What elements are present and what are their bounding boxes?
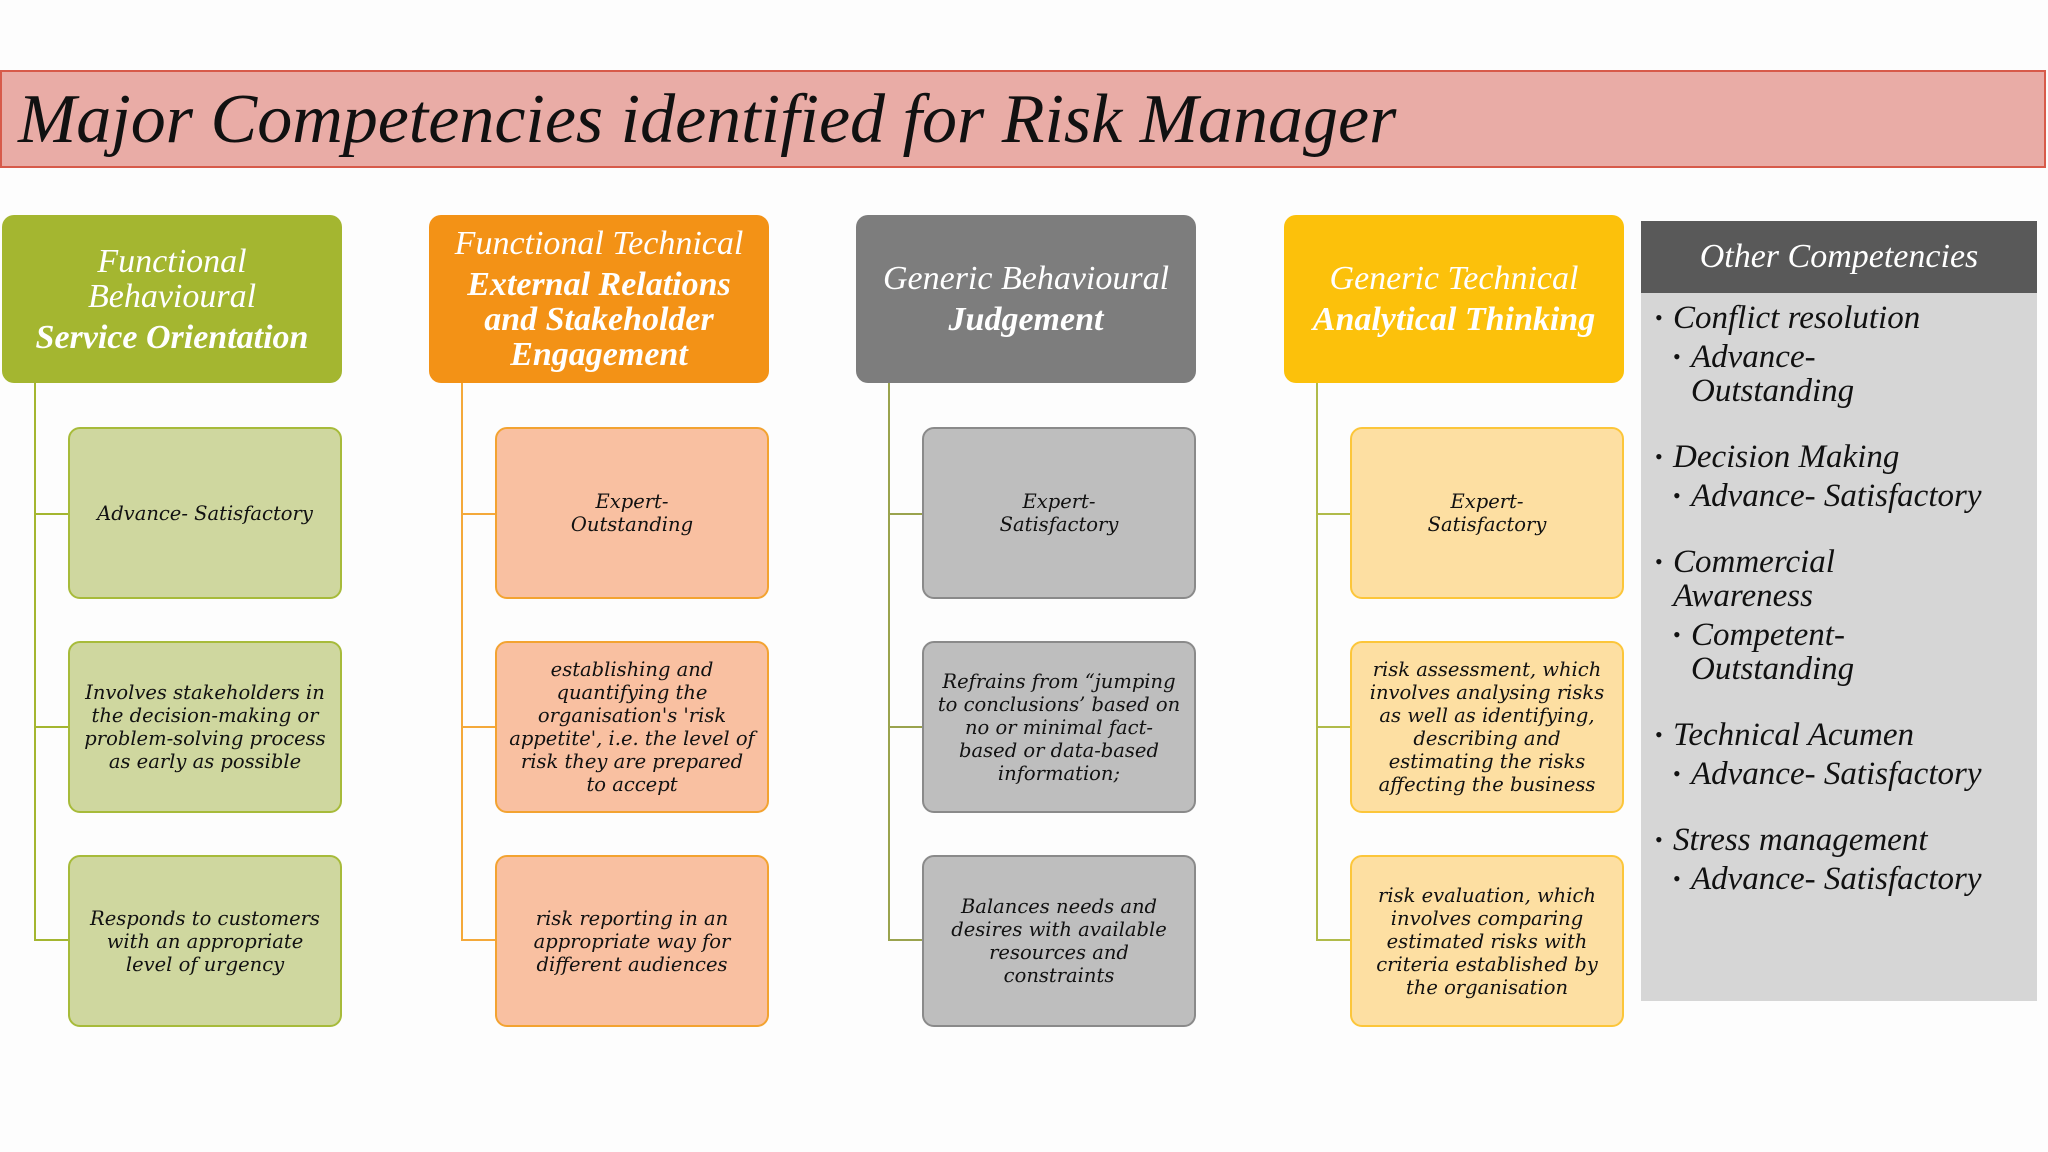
competency-level: Advance- Satisfactory (1691, 478, 1982, 514)
category-label: Generic Behavioural (882, 260, 1170, 297)
competency-level: Competent- Outstanding (1691, 617, 1855, 687)
detail-box: Balances needs and desires with available resources and constraints (922, 855, 1196, 1027)
list-item (1655, 545, 2035, 686)
other-competencies-list (1655, 301, 2035, 928)
branch-line (888, 513, 922, 515)
detail-box: establishing and quantifying the organisation's 'risk appetite', i.e. the level of risk they are prepared to accept (495, 641, 769, 813)
detail-box: Refrains from “jumping to conclusions’ based on no or minimal fact-based or data-based information; (922, 641, 1196, 813)
detail-box: Advance- Satisfactory (68, 427, 342, 599)
detail-box: Responds to customers with an appropriate level of urgency (68, 855, 342, 1027)
detail-box: Involves stakeholders in the decision-making or problem-solving process as early as possible (68, 641, 342, 813)
branch-line (888, 726, 922, 728)
column-header (856, 215, 1196, 383)
bullet-icon: • (1673, 483, 1681, 508)
detail-box: risk reporting in an appropriate way for different audiences (495, 855, 769, 1027)
branch-line (461, 939, 495, 941)
competency-level: Advance- Satisfactory (1691, 756, 1982, 792)
list-item (1655, 440, 2035, 513)
branch-line (461, 726, 495, 728)
competency-name: Decision Making (1673, 439, 1900, 475)
connector-line (34, 383, 36, 940)
competency-label: Service Orientation (35, 318, 309, 356)
column-header (1284, 215, 1624, 383)
bullet-icon: • (1655, 305, 1663, 330)
category-label: Generic Technical (1329, 260, 1579, 297)
list-item (1655, 718, 2035, 791)
bullet-icon: • (1673, 344, 1681, 369)
competency-name: Conflict resolution (1673, 300, 1921, 336)
category-label: Functional Technical (454, 225, 744, 262)
column-header (429, 215, 769, 383)
competency-level: Advance- Satisfactory (1691, 861, 1982, 897)
competency-name: Stress management (1673, 822, 1928, 858)
branch-line (34, 726, 68, 728)
bullet-icon: • (1673, 622, 1681, 647)
detail-box: Expert- Satisfactory (922, 427, 1196, 599)
bullet-icon: • (1655, 444, 1663, 469)
bullet-icon: • (1673, 866, 1681, 891)
page-title: Major Competencies identified for Risk Manager (18, 81, 1397, 158)
competency-name: Technical Acumen (1673, 717, 1915, 753)
competency-label: External Relations and Stakeholder Engagement (467, 266, 731, 373)
category-label: Functional Behavioural (87, 242, 257, 315)
title-banner (0, 70, 2046, 168)
detail-box: Expert- Satisfactory (1350, 427, 1624, 599)
bullet-icon: • (1655, 549, 1663, 574)
column-header (2, 215, 342, 383)
competency-level: Advance- Outstanding (1691, 339, 1855, 409)
detail-box: risk assessment, which involves analysing risks as well as identifying, describing and estimating the risks affecting the business (1350, 641, 1624, 813)
branch-line (34, 513, 68, 515)
bullet-icon: • (1655, 827, 1663, 852)
bullet-icon: • (1655, 722, 1663, 747)
list-item (1655, 301, 2035, 408)
branch-line (34, 939, 68, 941)
other-competencies-panel (1641, 221, 2037, 1001)
bullet-icon: • (1673, 761, 1681, 786)
branch-line (1316, 939, 1350, 941)
detail-box: risk evaluation, which involves comparing estimated risks with criteria established by the organisation (1350, 855, 1624, 1027)
competency-name: Commercial Awareness (1673, 544, 1835, 614)
connector-line (1316, 383, 1318, 940)
branch-line (1316, 513, 1350, 515)
other-competencies-heading: Other Competencies (1641, 221, 2037, 293)
connector-line (888, 383, 890, 940)
competency-label: Analytical Thinking (1312, 301, 1596, 338)
branch-line (1316, 726, 1350, 728)
list-item (1655, 823, 2035, 896)
competency-label: Judgement (948, 301, 1104, 338)
branch-line (461, 513, 495, 515)
detail-box: Expert- Outstanding (495, 427, 769, 599)
connector-line (461, 383, 463, 940)
branch-line (888, 939, 922, 941)
